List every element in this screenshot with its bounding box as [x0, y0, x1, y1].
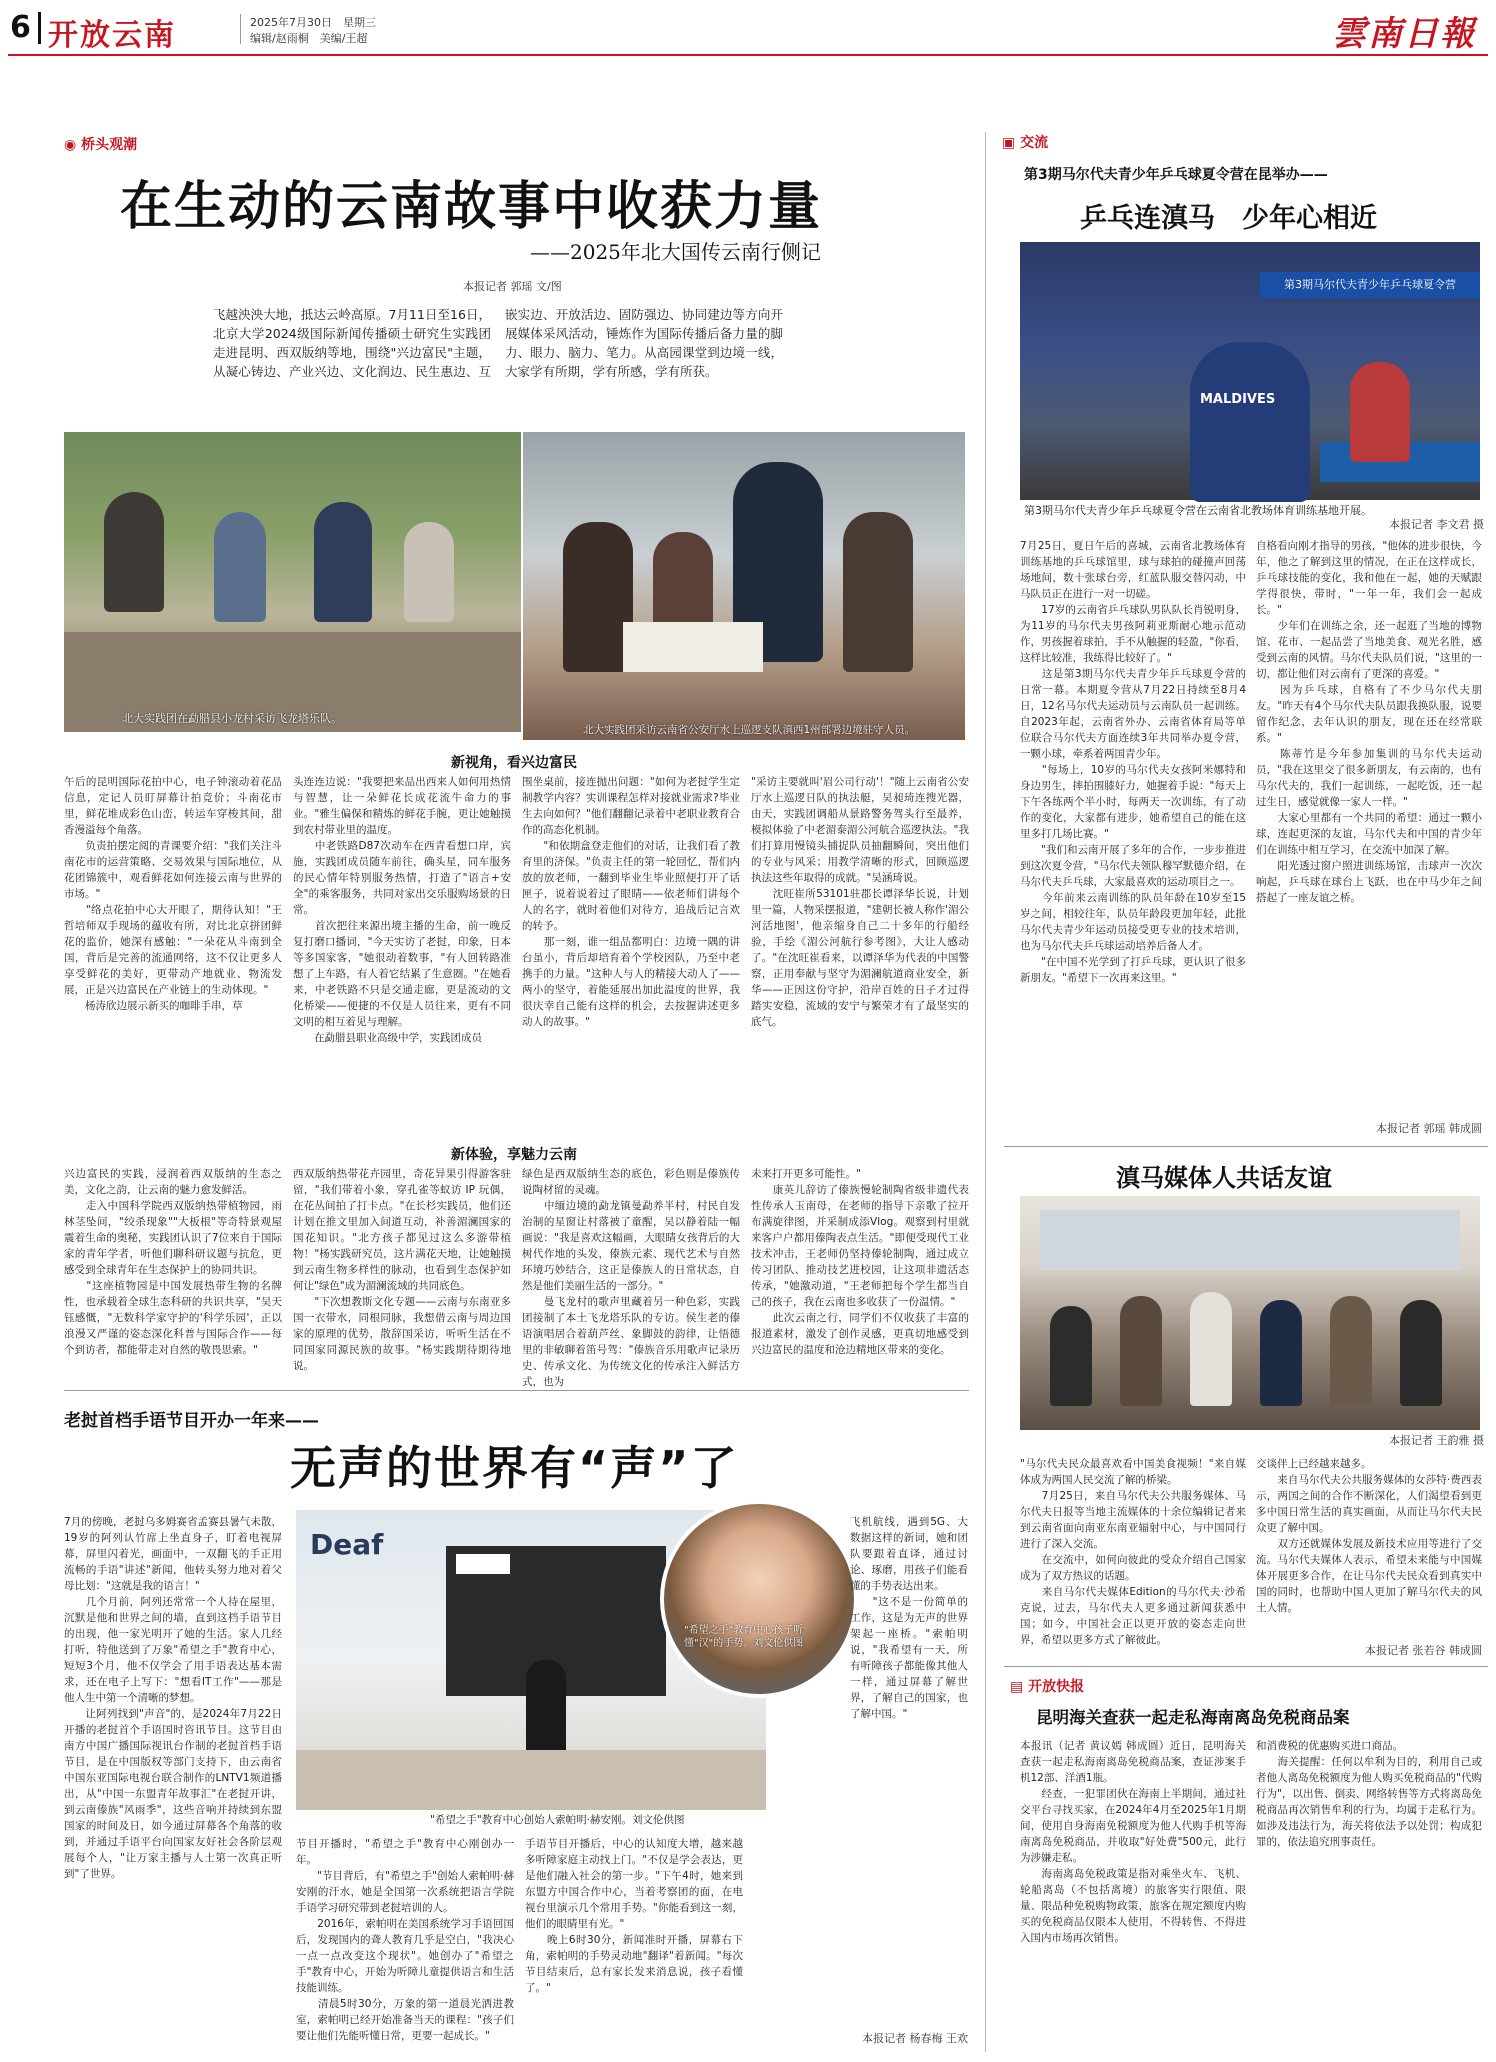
camp-banner: 第3期马尔代夫青少年乒乓球夏令营 — [1260, 272, 1480, 298]
sec3-credit: 本报记者 杨春梅 王欢 — [862, 2032, 968, 2045]
right-sec2-col2: 交谈伴上已经越来越多。 来自马尔代夫公共服务媒体的女莎特·费西表示，两国之间的合作不断深化，人们渴望看到更多中国日常生活的真实画面，从而让马尔代夫民众更了解中国。 双方还就媒体发展及新技术应用等进行了交流。马尔代夫媒体人表示，希望未来能与中国媒体开展更多合作，在让马尔代夫民众看到真实中国的同时，也帮助中国人更加了解马尔代夫的风土人情。 — [1256, 1458, 1482, 1614]
document-icon: ▤ — [1010, 1679, 1029, 1695]
main-lead: 飞越泱泱大地，抵达云岭高原。7月11日至16日，北京大学2024级国际新闻传播硕士研究生实践团走进昆明、西双版纳等地，围绕"兴边富民"主题，从凝心铸边、产业兴边、文化润边、民生惠边、互嵌实边、开放活边、固防强边、协同建边等方向开展媒体采风活动，锤炼作为国际传播后备力量的脚力、眼力、脑力、笔力。从高园课堂到边境一线，大家学有所期，学有所感，学有所获。 — [213, 307, 783, 379]
main-subhead: ——2025年北大国传云南行侧记 — [530, 240, 821, 264]
right-sec3-headline: 昆明海关查获一起走私海南离岛免税商品案 — [1036, 1708, 1350, 1727]
photo2-credit: 本报记者 王韵雅 摄 — [1389, 1434, 1484, 1447]
sec2-col3: 绿色是西双版纳生态的底色，彩色则是傣族传说陶材留的灵魂。 中缅边境的勐龙镇曼勐养半村，村民自发治制的星窗让村落被了童醒，吴以静着陆一幅画说："我是喜欢这幅画，大眼睛女孩背后的大树代作地的头发，傣族元素、现代艺术与自然环境巧妙结合，这正是傣族人的日常状态，自然是他们美丽生活的一部分。" 曼飞龙村的歌声里藏着另一种色彩，实践团接制了本土飞龙塔乐队的专访。侯生老的傣语演唱居合着葫芦丝、象脚鼓的韵律，让悟德里的非敏聊着笛号驾："傣族音乐用歌声记录历史、传承文化、为传统文化的传承注入鲜活方式，也为 — [522, 1168, 740, 1388]
section-heading-new-experience: 新体验，享魅力云南 — [451, 1147, 577, 1163]
right-kicker: 第3期马尔代夫青少年乒乓球夏令营在昆举办—— — [1024, 167, 1328, 183]
photo3-caption: "希望之手"教育中心创始人索帕明·赫安刚。刘文伦供图 — [430, 1814, 685, 1826]
photo1-caption: 第3期马尔代夫青少年乒乓球夏令营在云南省北教场体育训练基地开展。 — [1024, 504, 1372, 517]
jersey-text: MALDIVES — [1200, 392, 1276, 407]
sec1-col1: 午后的昆明国际花拍中心，电子钟滚动着花品信息，定记人员盯屏幕计拍竞价；斗南花市里，鲜花堆成彩色山峦，转运车穿梭其间，甜香漫溢每个角落。 负责拍摆定阅的青课要介绍："我们关注斗南花市的运营策略、交易效果与国际地位，从花团锦簇中，观看鲜花如何连接云南与世界的市场。" "络点花拍中心大开眼了，期待认知！"王哲培师双手现场的蕴收有所，对比北京拼团鲜花的监价，她深有感触："一朵花从斗南到全国，背后是完善的流通网络，这不仅让更多人享受鲜花的美好，更带动产地就业、物流发展，正是兴边富民在产业链上的生动体现。" 杨涛欣边展示新买的咖啡手串，草 — [64, 776, 282, 1012]
sec1-col2: 头连连边说："我要把来品出西来人如何用热情与智慧，让一朵鲜花长成花流牛命力的事业。"雅生偏保和精炼的鲜花手腕，更让她触摸到农村带业里的温度。 中老铁路D87次动车在西青看想口岸，宾施，实践团成员随车前往，确头星，同车服务的民心情年特别服务热情，打造了"语言+安全"的乘客服务，共同对家出交乐服购场景的日常。 首次把往来源出境主播的生命，前一晚反复打磨口播词，"今天实访了老挝，印象，日本等多国家客，"她很动着数事，"有人回转路准想了上车路，有人着它结累了生意圈。"在她看来，中老铁路不只是交通走廊，更是流动的文化桥梁——便捷的不仅是人员往来，更有不同文明的相互着见与理解。 在勐腊县职业高级中学，实践团成员 — [293, 776, 511, 1044]
right-divider-2 — [1004, 1666, 1488, 1667]
right-sec2-headline: 滇马媒体人共话友谊 — [1116, 1164, 1332, 1192]
deaf-sign-text: Deaf — [310, 1528, 384, 1561]
photo-caption-1: 北大实践团在勐腊县小龙村采访飞龙塔乐队。 — [122, 712, 342, 725]
tag-text: 桥头观潮 — [81, 137, 138, 153]
page-column-divider — [985, 132, 986, 2052]
right-sec2-credit: 本报记者 张若谷 韩成圆 — [1365, 1644, 1482, 1657]
right-body-credit: 本报记者 郭瑶 韩成圆 — [1376, 1122, 1482, 1135]
section-title: 开放云南 — [48, 18, 176, 53]
chat-icon: ▣ — [1002, 135, 1021, 151]
sec3-col4: 飞机航线，遇到5G、大数据这样的新词，她和团队要跟着直译，通过讨论、琢磨，用孩子们能看懂的手势表达出来。 "这不是一份简单的工作，这是为无声的世界架起一座桥。"索帕明说，"我希望有一天，所有听障孩子都能像其他人一样，通过屏幕了解世界，了解自己的国家，也了解中国。" — [850, 1516, 968, 1720]
right-tag — [1002, 132, 1048, 152]
header-date: 2025年7月30日 星期三 — [250, 16, 376, 29]
photo-interview-band — [64, 432, 521, 732]
photo1-credit: 本报记者 李文君 摄 — [1389, 518, 1484, 531]
tag-label — [64, 134, 137, 154]
photo-police-interview — [523, 432, 965, 740]
main-headline: 在生动的云南故事中收获力量 — [120, 177, 823, 237]
sec2-col1: 兴边富民的实践，浸润着西双版纳的生态之美，文化之韵，让云南的魅力愈发鲜活。 走入中国科学院西双版纳热带植物园，雨林茎坠间，"绞杀现象""大板根"等奇特景观屋震着生命的奥秘，实践团认识了7位来自于国际家的青年学者，听他们聊科研议题与抗危，更感受到全球青年在生态保护上的协同共识。 "这座植物园是中国发展热带生物的名牌性，也承载着全球生态科研的共识共享，"吴天钰感慨，"无数科学家守护的'科学乐园'，正以浪漫又严谨的姿态深化科普与国际合作——每个到访者，都能带走对自然的敬畏思索。" — [64, 1168, 282, 1356]
header-rule — [8, 54, 1488, 56]
right-sec3-tag — [1010, 1676, 1084, 1696]
photo-table-tennis — [1020, 242, 1480, 500]
section-heading-new-perspective: 新视角，看兴边富民 — [451, 755, 577, 771]
right-divider-1 — [1004, 1146, 1488, 1147]
right-sec2-col1: "马尔代夫民众最喜欢看中国美食视频！"来自媒体成为两国人民交流了解的桥梁。 7月25日，来自马尔代夫公共服务媒体、马尔代夫日报等当地主流媒体的十余位编辑记者来到云南省面向南亚东南亚辐射中心，与中国同行进行了深入交流。 在交流中，如何向彼此的受众介绍自己国家成为了双方热议的话题。 来自马尔代夫媒体Edition的马尔代夫·沙希克说，过去，马尔代夫人更多通过新闻获悉中国；如今，中国社会正以更开放的姿态走向世界，希望以更多方式了解彼此。 — [1020, 1458, 1246, 1646]
section-divider — [64, 1390, 969, 1391]
right-sec3-col2: 和消费税的优惠购买进口商品。 海关提醒：任何以牟利为目的，利用自己或者他人离岛免税额度为他人购买免税商品的"代购行为"，以出售、倒卖、网络转售等方式将离岛免税商品再次销售牟利的行为，均属于走私行为。如涉及违法行为，海关将依法予以处罚；构成犯罪的，依法追究刑事责任。 — [1256, 1740, 1482, 1848]
sec3-kicker: 老挝首档手语节目开办一年来—— — [64, 1411, 319, 1431]
sec3-col2: 节目开播时，"希望之手"教育中心刚创办一年。 "节目背后，有"希望之手"创始人索帕明·赫安刚的汗水，她是全国第一次系统把语言学院手语学习研究带到老挝培训的人。 2016年，索帕明在美国系统学习手语回国后，发现国内的聋人教育几乎是空白，"我决心一点一点改变这个现状"。她创办了"希望之手"教育中心，开始为听障儿童提供语言和生活技能训练。 清晨5时30分，万象的第一道晨光洒进教室，索帕明已经开始准备当天的课程："孩子们要让他们先能听懂日常，更要一起成长。" — [296, 1838, 514, 2042]
sec1-col3: 围坐桌前，接连抛出问题："如何为老挝学生定制教学内容？实训课程怎样对接就业需求?毕业生去向如何？"他们翻翻记录着中老职业教育合作的高态化机制。 "和依期盒登走他们的对话，让我们看了教育里的济保。"负责主任的第一轮回忆，帮们内放的放老师，一翻到毕业生毕业照便打开了话匣子，说着说着过了眼睛——依老师们讲每个人的名字，就时着他们对待方，追战后记言欢的转予。 那一刻，谁一组品都明白：边境一隅的讲台虽小，背后却培育着个学校因队，乃至中老携手的力量。"这种人与人的精接大动人了——两小的坚守，着能延展出加此温度的世界，我很庆幸自己能有这样的机会，去按握讲述更多动人的故事。" — [522, 776, 740, 1028]
header-divider-2 — [240, 14, 241, 44]
right-body-col1: 7月25日，夏日午后的喜城，云南省北教场体育训练基地的乒乓球馆里，球与球拍的碰撞声回荡场地间，数十张球台旁，红蓝队服交替闪动，中马队员正在进行一对一切磋。 17岁的云南省乒乓球队男队队长肖锐明身，为11岁的马尔代夫男孩阿莉亚斯耐心地示范动作，男孩握着球拍，手不从触握的轻盈，"你看，这样比较准，我练得比较好了。" 这是第3期马尔代夫青少年乒乓球夏令营的日常一幕。本期夏令营从7月22日持续至8月4日，12名马尔代夫运动员与云南队员一起训练。自2023年起，云南省外办、云南省体育局等单位联合马尔代夫方面连续3年共同举办夏令营，一颗小球，牵系着两国青少年。 "每场上，10岁的马尔代夫女孩阿米娜特和身边男生，摔拍围膝好力，她握着手说："每天上下午各练两个半小时，每两天一次训练，有了动作的变化，大家都有进步，她希望自己的能在这里多打几场比赛。" "我们和云南开展了多年的合作，一步步推进到这次夏令营，"马尔代夫领队穆罕默德介绍，在马尔代夫乒乓球，大家最喜欢的运动项目之一。 今年前来云南训练的队员年龄在10岁至15岁之间，相较往年，队员年龄段更加年轻，此批马尔代夫青少年运动员接受更专业的技术培训，也为马尔代夫乒乓球运动培养后备人才。 "在中国不光学到了打乒乓球，更认识了很多新朋友。"希望下一次再来这里。" — [1020, 540, 1246, 984]
page-number: 6 — [10, 10, 31, 45]
header-divider — [38, 12, 41, 44]
eye-icon: ◉ — [64, 137, 82, 153]
sec2-col2: 西双版纳热带花卉园里，奇花异果引得游客驻留，"我们带着小象，穿孔雀等蚁访 IP 玩偶，在花丛间拍了打卡点。"在长杉实践员，他们还计划在推文里加入间道互动，补善湄澜国家的国花知识。"北方孩子都见过这么多游带植物！"杨实践研究员，这片满花天地，让她触摸到云南生物多样性的脉动，也看到生态保护如何让"绿色"成为湄澜流域的共同底色。 "下次想教斯文化专题——云南与东南亚多国一衣带水，同根同脉，我想借云南与周边国家的原理的优势，散辞国采访，听听生活在不同国家同源民族的故事。"杨实践期待期待地说。 — [293, 1168, 511, 1372]
right-headline: 乒乓连滇马 少年心相近 — [1080, 203, 1377, 234]
photo-inset-caption: "希望之手"教育中心孩子听懂"汉"的手势。刘文伦供图 — [684, 1625, 804, 1649]
photo-inset-child — [660, 1500, 858, 1698]
sec2-col4: 未来打开更多可能性。" 康英儿辞访了傣族慢轮制陶省级非遗代表性传承人玉南母，在老师的指导下亲歌了拉开布满旋律图，并采制成添Vlog。观察到村里就来客户户都用傣陶表点生活。"即便受现代工业技术冲击，王老师仍坚持傣轮制陶，通过成立传习团队、推动技艺进校园，让这项非遗活态传承，"她激动道，"王老师把每个学生都当自己的孩子，我在云南也多收获了一份温情。" 此次云南之行，同学们不仅收获了丰富的报道素材，激发了创作灵感，更真切地感受到兴边富民的温度和沧边精地区带来的变化。 — [751, 1168, 969, 1356]
photo-caption-2: 北大实践团采访云南省公安厅水上巡逻支队滇西1州部署边境驻守人员。 — [583, 724, 916, 736]
sec3-col3: 手语节目开播后，中心的认知度大增，越来越多听障家庭主动找上门。"不仅是学会表达，更是他们融入社会的第一步。"下午4时，她来到东盟方中国合作中心，当着考察团的面，在电视台里演示几个常用手势。"你能看到这一刻，他们的眼睛里有光。" 晚上6时30分，新闻准时开播，屏幕右下角，索帕明的手势灵动地"翻译"着新闻。"每次节目结束后，总有家长发来消息说，孩子看懂了。" — [525, 1838, 743, 1994]
sec3-col1: 7月的傍晚，老挝乌多姆赛省孟赛县暑气未散，19岁的阿列认竹席上坐直身子，盯着电视屏幕，屏里闪着光，画面中，一双翻飞的手正用流畅的手语"讲述"新闻，他转头努力地对着父母比划："这就是我的语言！" 几个月前，阿列还常常一个人待在屋里，沉默是他和世界之间的墙，直到这档手语节目的出现，他一家光明开了她的生活。家人几经打听，特他送到了万象"希望之手"教育中心，短短3个月，他不仅学会了用手语表达基本需求，还在电子上写下："想看IT工作"——那是他人生中第一个清晰的梦想。 让阿列找到"声音"的，是2024年7月22日开播的老挝首个手语国时咨讯节目。这节目由南方中国广播国际视讯台作制的老挝首档手语节目，是在中国版权等部门支持下，由云南省中国东亚国际电视台联合制作的LNTV1频道播出，从"中国一东盟青年故事汇"在老挝开讲，到云南傣族"风雨季"，这些音响并持续到东盟国家的时间及日，如今通过屏幕各个角落的收到，并通过手语平台向国家友好社会各阶层观展每个人，"让万家主播与人士第一次真正听到"了世界。 — [64, 1516, 282, 1880]
photo-media-forum — [1020, 1196, 1480, 1430]
sec1-col4: "采访主要就叫'眉公司行动'！"随上云南省公安厅水上巡逻日队的执法艇，吴昶琦连搜光器，由天，实践团调船从景路警务驾头行至最养，模拟体验了中老湄泰湄公河航合巡逻执法。"我们打算用慢镜头捕捉队员抽翻瞬间，突出他们的专业与风采；用教学清晰的形式，回顾巡逻执法这些年取得的成就。"吴涵琦说。 沈旺崔所53101驻郡长谭泽华长说，计划里一篇，人物采摆报道，"建朝长被人称作'湄公河活地图'，他亲缩身自己二十多年的行船经验，手绘《湄公河航行参考图》，大让人感动了。"在沈旺崔看来，以谭泽华为代表的中国警察，正用奉献与坚守为湄澜航道商业安全，新华——正因这份守护，沿岸百姓的日子才过得踏实安稳，流域的安宁与繁荣才有了最坚实的底气。 — [751, 776, 969, 1028]
right-tag-text: 交流 — [1020, 135, 1049, 151]
header-editors: 编辑/赵雨桐 美编/王超 — [250, 32, 368, 45]
right-body-col2: 自格看向刚才指导的男孩，"他体的进步很快，今年，他之了解到这里的情况，在正在这样成长，乒乓球技能的变化，我和他在一起，她的天赋跟学得很快，带时，"一年一年，我们会一起成长。" 少年们在训练之余，还一起逛了当地的博物馆、花市、一起品尝了当地美食、观光名胜，感受到云南的风情。马尔代夫队员们说，"这里的一切，都让他们对云南有了更深的喜爱。" 因为乒乓球，自格有了不少马尔代夫朋友。"昨天有4个马尔代夫队员跟我换队服，说要留作纪念，去年认识的朋友，现在还在经常联系。" 陈蒂竹是今年参加集训的马尔代夫运动员，"我在这里交了很多新朋友，有云南的，也有马尔代夫的，我们一起训练，一起吃饭，还一起过生日，感觉就像一家人一样。" 大家心里都有一个共同的希望：通过一颗小球，连起更深的友谊，马尔代夫和中国的青少年们在训练中相互学习，在交流中加深了解。 阳光透过窗户照进训练场馆，击球声一次次响起，乒乓球在球台上飞跃，也在中马少年之间搭起了一座友谊之桥。 — [1256, 540, 1482, 904]
sec3-headline: 无声的世界有“声”了 — [290, 1441, 739, 1495]
right-sec3-tag-text: 开放快报 — [1028, 1679, 1085, 1695]
masthead-logo: 雲南日報 — [1332, 14, 1476, 54]
right-sec3-col1: 本报讯（记者 黄议嫣 韩成圆）近日，昆明海关查获一起走私海南离岛免税商品案，查证涉案手机12部、洋酒1瓶。 经查，一犯罪团伙在海南上半期间，通过社交平台寻找买家，在2024年4月至2025年1月期间，使用自身海南免税额度为他人代购手机等海南离岛免税商品，并收取"好处费"500元，此行为涉嫌走私。 海南离岛免税政策是指对乘坐火车、飞机、轮船离岛（不包括离境）的旅客实行限值、限量、限品种免税购物政策，旅客在规定额度内购买的免税商品仅限本人使用，不得转售、不得进入国内市场再次销售。 — [1020, 1740, 1246, 1944]
main-byline: 本报记者 郭瑶 文/图 — [463, 280, 562, 293]
